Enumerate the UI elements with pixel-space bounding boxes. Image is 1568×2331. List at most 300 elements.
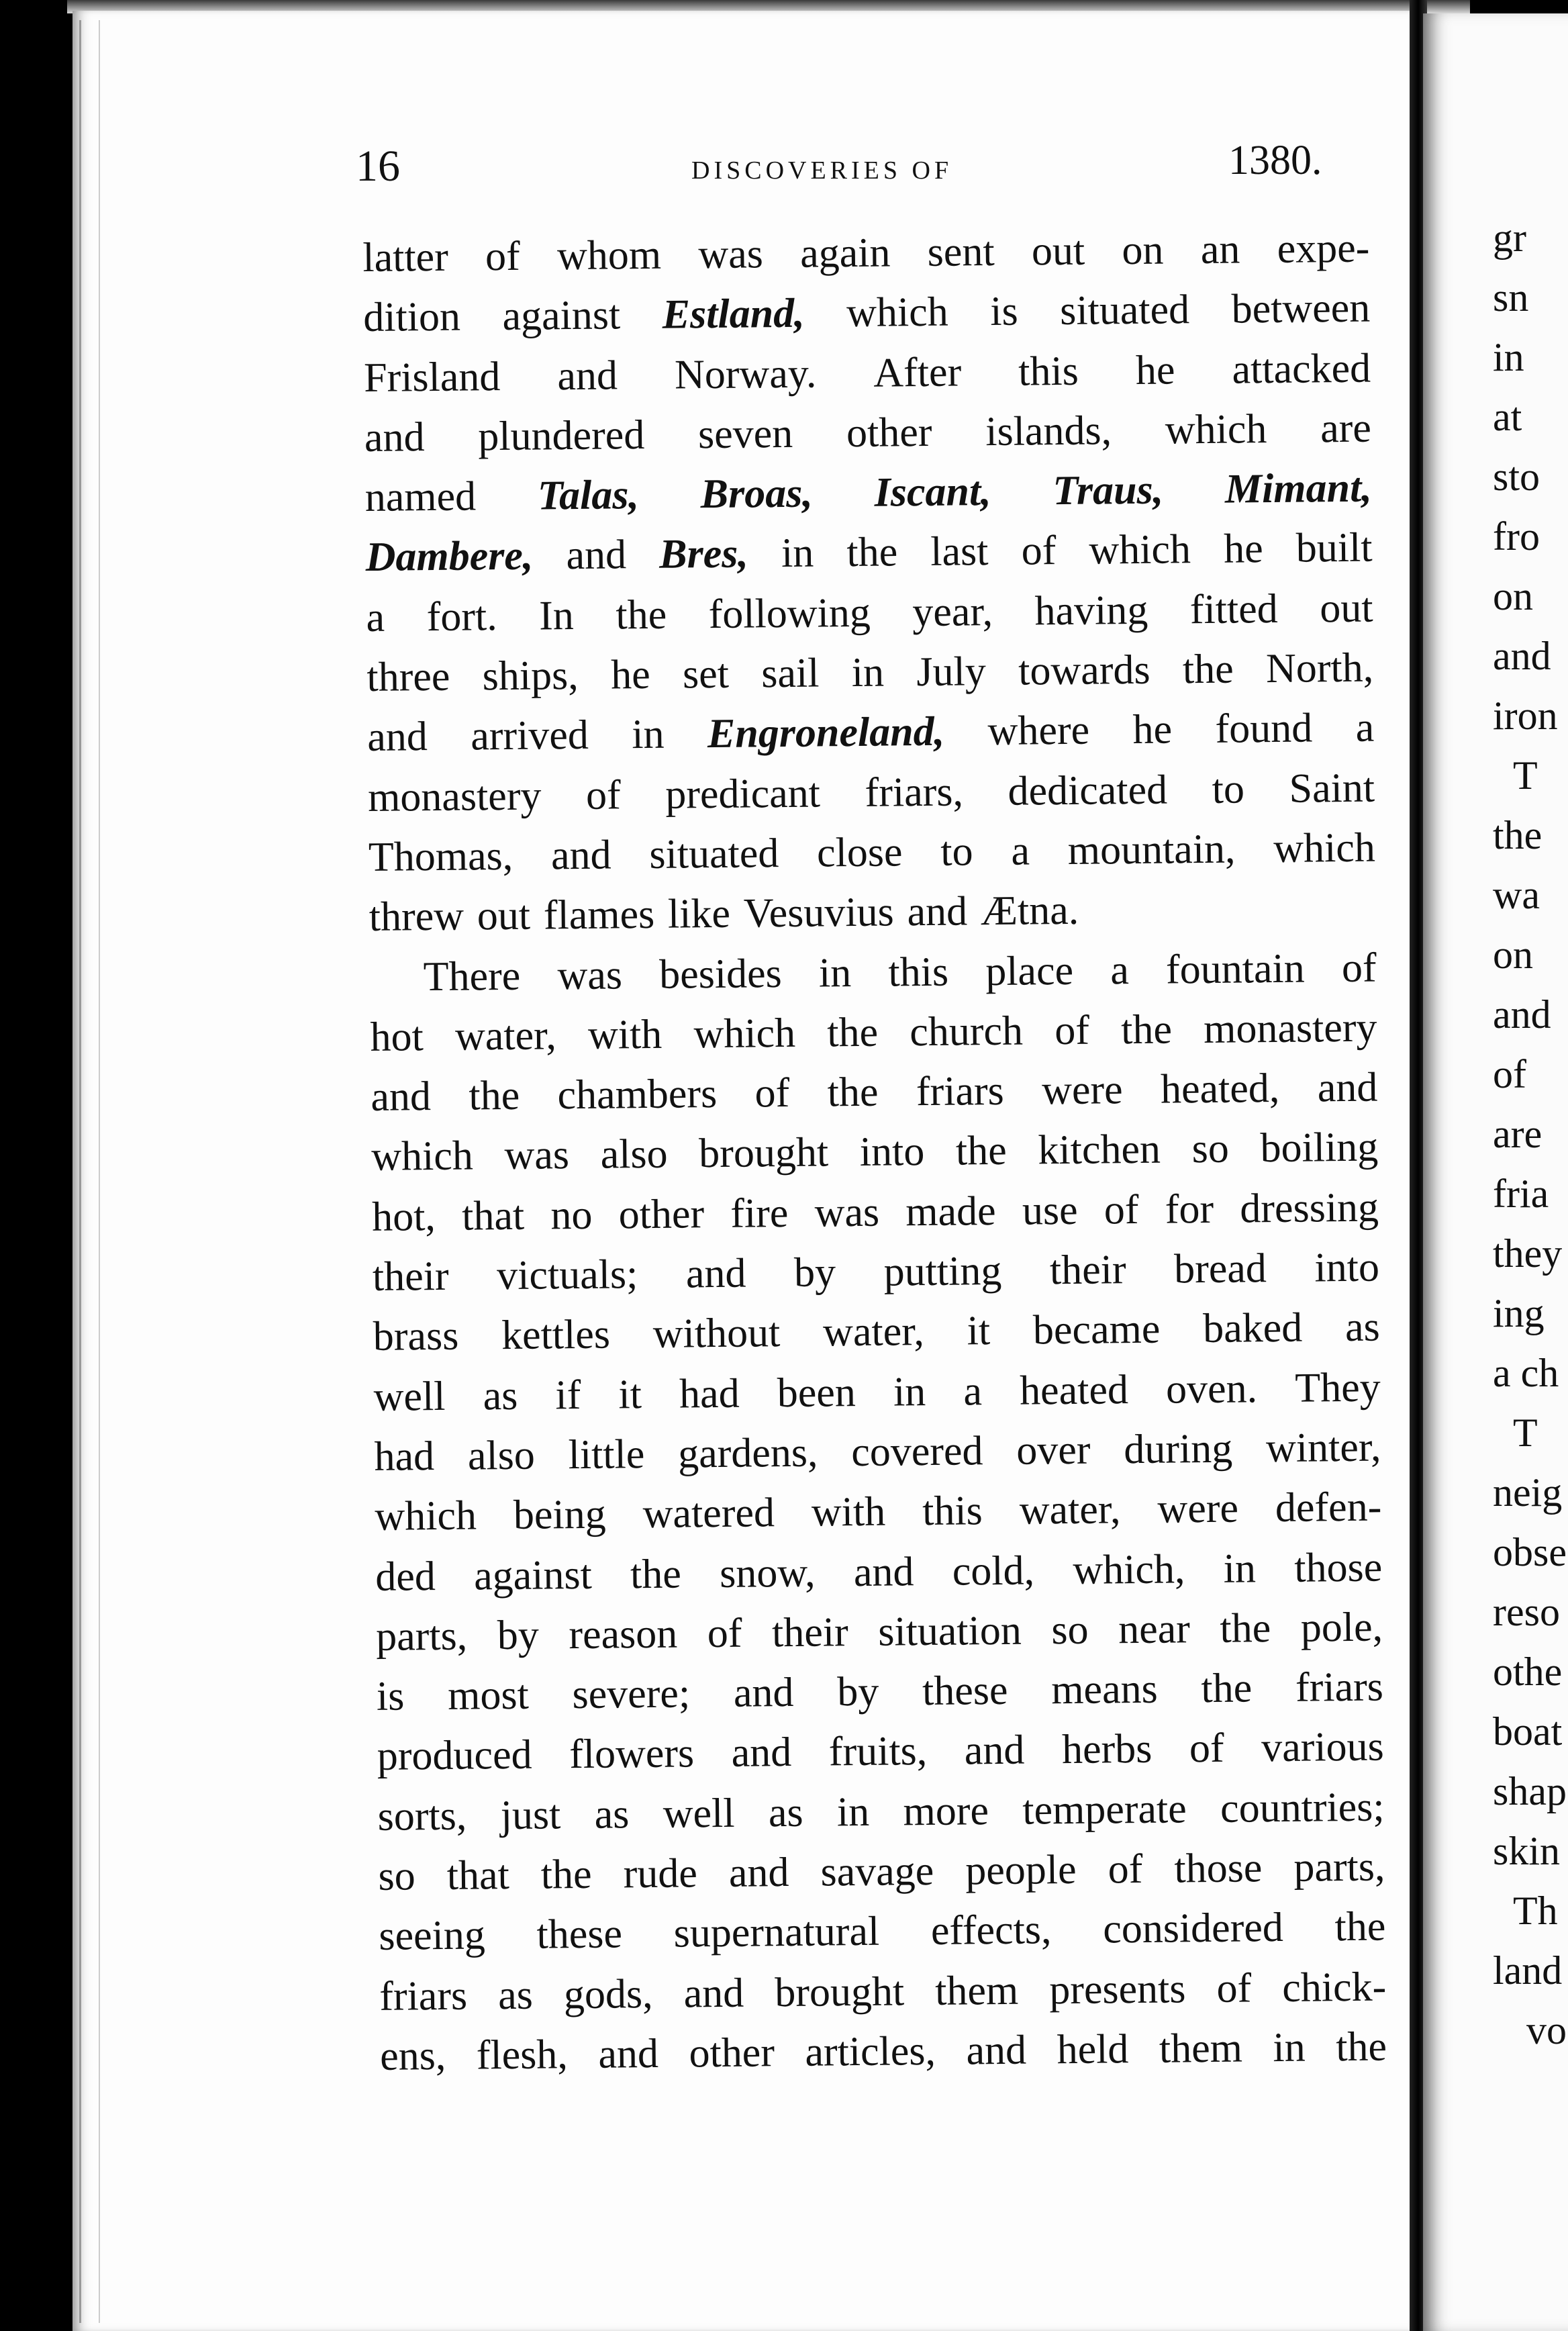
word: which xyxy=(1165,406,1267,453)
word: other xyxy=(618,1190,705,1238)
word: heated, xyxy=(1160,1065,1280,1112)
word: being xyxy=(513,1491,607,1539)
word: arrived xyxy=(470,712,589,759)
adjacent-fragment: they xyxy=(1493,1231,1563,1276)
adjacent-page xyxy=(1423,13,1568,2331)
word: and xyxy=(685,1250,746,1297)
word: against xyxy=(502,292,621,340)
word: more xyxy=(903,1787,989,1835)
word: fitted xyxy=(1189,585,1279,632)
word: monastery xyxy=(367,773,542,820)
word: as xyxy=(594,1791,630,1838)
text-line xyxy=(364,398,1372,468)
word: and xyxy=(364,414,425,461)
word: which xyxy=(693,1010,796,1057)
word: articles, xyxy=(805,2028,936,2075)
word: if xyxy=(555,1372,581,1418)
word: without xyxy=(652,1310,781,1358)
adjacent-fragment: wa xyxy=(1493,873,1540,917)
text-line xyxy=(363,279,1371,348)
word: over xyxy=(1016,1427,1091,1474)
word: rude xyxy=(623,1850,698,1897)
text-line xyxy=(371,1118,1379,1188)
word: other xyxy=(689,2030,775,2077)
word: as xyxy=(483,1372,518,1419)
word: of xyxy=(1341,945,1377,991)
word: herbs xyxy=(1061,1726,1153,1773)
word: towards xyxy=(1018,647,1150,694)
word: held xyxy=(1057,2026,1129,2073)
word: friars xyxy=(379,1972,468,2019)
word: mountain, xyxy=(1067,826,1236,873)
adjacent-fragment: gr xyxy=(1493,216,1526,260)
word: also xyxy=(600,1131,668,1178)
text-line xyxy=(362,219,1370,289)
word: hot xyxy=(370,1014,424,1060)
word: baked xyxy=(1202,1304,1303,1352)
word: use xyxy=(1022,1187,1078,1234)
word: kitchen xyxy=(1038,1127,1161,1174)
word: and xyxy=(964,1727,1025,1774)
word: last xyxy=(930,528,989,575)
word: a xyxy=(1011,828,1030,874)
word: and xyxy=(966,2027,1027,2074)
page-edge-lines xyxy=(79,20,100,2323)
word: is xyxy=(989,288,1018,335)
word: he xyxy=(1132,706,1173,753)
word: in xyxy=(781,530,814,577)
text-line xyxy=(364,459,1372,528)
adjacent-fragment: of xyxy=(1493,1052,1526,1096)
word: into xyxy=(1314,1244,1380,1291)
word: watered xyxy=(642,1490,775,1537)
word: situated xyxy=(649,830,779,877)
word: those xyxy=(1174,1845,1263,1892)
adjacent-fragment: shap xyxy=(1493,1769,1567,1813)
text-line xyxy=(366,578,1373,648)
word: by xyxy=(497,1612,540,1658)
word: pole, xyxy=(1300,1604,1383,1651)
word: these xyxy=(922,1667,1008,1715)
italic-word: Dambere, xyxy=(365,533,534,581)
running-head: DISCOVERIES OF xyxy=(691,156,953,185)
word: July xyxy=(916,649,987,696)
word: by xyxy=(793,1249,836,1296)
italic-word: Talas, xyxy=(537,472,640,519)
word: and xyxy=(728,1850,789,1896)
word: and xyxy=(907,888,968,935)
word: parts, xyxy=(375,1613,468,1660)
word: a xyxy=(963,1368,983,1415)
word: reason xyxy=(569,1611,678,1658)
word: for xyxy=(1165,1186,1214,1233)
word: putting xyxy=(883,1247,1002,1295)
word: chick- xyxy=(1281,1964,1387,2011)
word: so xyxy=(1051,1607,1089,1654)
word: covered xyxy=(850,1428,983,1476)
text-line xyxy=(373,1298,1380,1368)
word: the xyxy=(1335,2024,1387,2071)
page-number: 16 xyxy=(356,142,400,191)
word: Norway. xyxy=(674,350,817,398)
word: in xyxy=(836,1789,870,1836)
word: those xyxy=(1293,1544,1383,1591)
word: presents xyxy=(1048,1965,1186,2013)
word: the xyxy=(1120,1006,1173,1053)
word: close xyxy=(816,829,903,876)
word: as xyxy=(768,1789,803,1836)
adjacent-fragment: iron xyxy=(1493,694,1558,738)
word: parts, xyxy=(1293,1844,1385,1891)
word: it xyxy=(618,1371,642,1418)
word: was xyxy=(814,1189,880,1236)
word: in xyxy=(1223,1545,1257,1592)
word: a xyxy=(1355,704,1375,751)
word: and xyxy=(683,1970,744,2017)
word: well xyxy=(373,1373,446,1420)
word: on xyxy=(1122,227,1164,274)
word: was xyxy=(698,231,764,278)
word: named xyxy=(364,473,477,521)
word: winter, xyxy=(1265,1424,1381,1472)
adjacent-fragment: vo xyxy=(1526,2008,1567,2052)
word: Ætna. xyxy=(980,888,1079,935)
word: church xyxy=(909,1008,1024,1055)
word: victuals; xyxy=(496,1251,638,1299)
adjacent-fragment: ing xyxy=(1493,1291,1545,1335)
text-line xyxy=(377,1777,1385,1847)
word: sorts, xyxy=(377,1793,467,1840)
word: most xyxy=(447,1672,530,1719)
adjacent-fragment: land xyxy=(1493,1948,1563,1993)
word: as xyxy=(1344,1304,1381,1351)
text-line xyxy=(364,338,1371,408)
word: seven xyxy=(697,410,793,458)
word: just xyxy=(500,1791,561,1838)
word: ded xyxy=(375,1553,436,1600)
word: were xyxy=(1157,1485,1239,1532)
text-line xyxy=(375,1537,1383,1607)
word: well xyxy=(663,1790,735,1837)
word: which xyxy=(371,1133,474,1180)
word: are xyxy=(1320,405,1372,452)
word: he xyxy=(1223,526,1264,573)
word: as xyxy=(497,1972,534,2018)
word: of xyxy=(1021,528,1057,575)
word: of xyxy=(585,772,622,818)
adjacent-fragment: skin xyxy=(1493,1829,1561,1873)
word: in xyxy=(1273,2024,1306,2071)
word: of xyxy=(1108,1846,1143,1893)
word: out xyxy=(477,892,531,939)
italic-word: Estland, xyxy=(662,290,805,338)
word: kettles xyxy=(501,1311,611,1359)
text-line xyxy=(366,638,1374,708)
word: predicant xyxy=(665,770,821,818)
italic-word: Traus, xyxy=(1052,467,1164,514)
word: following xyxy=(708,589,871,637)
word: where xyxy=(987,708,1090,755)
word: boiling xyxy=(1260,1124,1379,1172)
word: severe; xyxy=(572,1670,691,1718)
word: that xyxy=(461,1192,525,1239)
word: a xyxy=(1110,947,1130,993)
adjacent-fragment: T xyxy=(1513,753,1538,798)
word: and xyxy=(1317,1064,1378,1111)
word: year, xyxy=(912,588,993,635)
word: their xyxy=(771,1609,848,1656)
word: having xyxy=(1034,587,1148,634)
word: sail xyxy=(761,650,820,697)
word: out xyxy=(1319,585,1373,632)
adjacent-fragment: in xyxy=(1493,335,1524,379)
adjacent-fragment: neig xyxy=(1493,1470,1563,1515)
word: he xyxy=(610,651,650,698)
italic-word: Bres, xyxy=(658,530,749,578)
italic-word: Engroneland, xyxy=(707,709,945,757)
word: After xyxy=(873,349,962,396)
text-line xyxy=(376,1597,1383,1667)
text-line xyxy=(369,878,1376,948)
word: during xyxy=(1124,1425,1233,1473)
word: it xyxy=(967,1308,991,1354)
word: of xyxy=(1216,1965,1252,2011)
adjacent-fragment: fro xyxy=(1493,514,1540,559)
text-line xyxy=(377,1658,1384,1727)
word: which xyxy=(375,1492,477,1540)
word: in xyxy=(851,649,885,696)
adjacent-fragment: reso xyxy=(1493,1590,1560,1634)
word: so xyxy=(378,1853,416,1899)
word: countries; xyxy=(1220,1784,1385,1832)
word: out xyxy=(1031,228,1085,275)
word: he xyxy=(1135,346,1175,393)
word: had xyxy=(679,1370,740,1417)
word: seeing xyxy=(379,1912,486,1960)
word: like xyxy=(667,891,731,937)
text-line xyxy=(368,758,1375,828)
word: the xyxy=(1182,646,1234,693)
word: to xyxy=(1212,766,1245,812)
text-line xyxy=(378,1838,1385,1907)
word: cold, xyxy=(952,1548,1035,1595)
word: the xyxy=(1220,1605,1271,1652)
word: and xyxy=(366,714,428,761)
word: the xyxy=(846,529,898,576)
italic-word: Iscant, xyxy=(874,469,991,516)
word: of xyxy=(1189,1725,1224,1772)
word: oven. xyxy=(1165,1365,1258,1413)
word: various xyxy=(1261,1723,1385,1771)
adjacent-fragment: a ch xyxy=(1493,1351,1559,1395)
text-line xyxy=(373,1358,1381,1427)
word: Saint xyxy=(1289,765,1375,812)
adjacent-fragment: on xyxy=(1493,574,1533,618)
word: snow, xyxy=(719,1550,816,1597)
word: in xyxy=(631,712,665,758)
word: which, xyxy=(1073,1545,1185,1593)
word: to xyxy=(940,828,973,875)
word: the xyxy=(540,1851,592,1898)
text-line xyxy=(373,1238,1380,1308)
word: situation xyxy=(877,1607,1022,1655)
adjacent-fragment: the xyxy=(1493,813,1542,857)
word: of xyxy=(1104,1186,1139,1233)
word: of xyxy=(485,233,521,280)
word: again xyxy=(799,230,891,277)
word: fire xyxy=(730,1190,789,1237)
word: besides xyxy=(658,950,783,998)
word: situated xyxy=(1059,287,1190,334)
word: built xyxy=(1295,525,1373,572)
word: Vesuvius xyxy=(743,889,895,937)
word: and xyxy=(557,352,618,399)
word: near xyxy=(1118,1606,1191,1653)
text-line xyxy=(369,938,1377,1008)
word: threw xyxy=(369,893,464,941)
word: of xyxy=(1054,1007,1090,1054)
word: friars xyxy=(1295,1664,1384,1711)
adjacent-fragment: and xyxy=(1493,992,1551,1037)
word: with xyxy=(811,1488,886,1535)
word: chambers xyxy=(557,1071,718,1119)
word: people xyxy=(965,1846,1077,1894)
word: and xyxy=(371,1074,432,1121)
word: and xyxy=(550,832,611,879)
adjacent-fragment: T xyxy=(1513,1411,1538,1455)
word: gods, xyxy=(563,1970,653,2017)
word: sent xyxy=(927,228,995,275)
adjacent-fragment: Th xyxy=(1513,1889,1558,1933)
word: Thomas, xyxy=(368,832,513,880)
adjacent-fragment: and xyxy=(1493,634,1551,678)
word: the xyxy=(955,1128,1008,1175)
word: savage xyxy=(820,1848,934,1895)
word: the xyxy=(630,1551,682,1597)
text-line xyxy=(372,1178,1379,1247)
word: little xyxy=(568,1431,645,1478)
word: them xyxy=(1159,2025,1243,2072)
word: the xyxy=(826,1009,879,1056)
word: these xyxy=(536,1911,623,1958)
word: They xyxy=(1294,1364,1381,1411)
word: an xyxy=(1200,226,1240,273)
text-line xyxy=(371,1058,1378,1128)
adjacent-fragment: at xyxy=(1493,395,1522,439)
word: gardens, xyxy=(677,1429,818,1477)
word: their xyxy=(1049,1247,1126,1294)
word: friars, xyxy=(865,769,964,816)
adjacent-fragment: on xyxy=(1493,933,1533,977)
adjacent-fragment: othe xyxy=(1493,1650,1563,1694)
adjacent-page-text xyxy=(1493,208,1567,2060)
word: with xyxy=(587,1011,663,1058)
word: that xyxy=(446,1852,510,1899)
word: In xyxy=(538,592,575,639)
word: also xyxy=(467,1432,536,1479)
word: supernatural xyxy=(673,1909,880,1956)
word: and xyxy=(566,532,627,579)
word: friars xyxy=(916,1068,1005,1115)
text-line xyxy=(367,698,1375,768)
word: between xyxy=(1231,285,1371,332)
word: monastery xyxy=(1203,1004,1377,1052)
text-line xyxy=(365,518,1373,588)
italic-word: Mimant, xyxy=(1224,465,1373,512)
text-line xyxy=(374,1417,1381,1487)
text-line xyxy=(377,1717,1384,1787)
word: the xyxy=(827,1069,879,1116)
adjacent-fragment: sn xyxy=(1493,275,1529,320)
word: no xyxy=(550,1192,593,1239)
word: flames xyxy=(543,892,655,939)
word: which xyxy=(1089,526,1191,574)
word: been xyxy=(777,1369,856,1416)
word: bread xyxy=(1173,1245,1267,1292)
text-line xyxy=(379,1897,1386,1967)
adjacent-fragment: are xyxy=(1493,1112,1542,1156)
word: this xyxy=(922,1488,983,1535)
word: considered xyxy=(1102,1905,1284,1952)
text-line xyxy=(375,1478,1382,1548)
word: them xyxy=(934,1967,1019,2014)
word: Frisland xyxy=(363,353,501,401)
word: water, xyxy=(1019,1486,1121,1533)
word: brought xyxy=(774,1968,905,2015)
word: a xyxy=(366,594,385,640)
word: flowers xyxy=(569,1730,695,1778)
word: so xyxy=(1191,1126,1230,1172)
text-line xyxy=(369,818,1376,888)
word: had xyxy=(374,1433,435,1480)
word: temperate xyxy=(1022,1786,1187,1834)
word: defen- xyxy=(1275,1484,1382,1531)
word: is xyxy=(376,1673,405,1720)
word: water, xyxy=(822,1309,925,1355)
word: the xyxy=(1334,1903,1386,1950)
word: expe- xyxy=(1277,225,1370,272)
word: the xyxy=(1201,1665,1253,1712)
adjacent-fragment: fria xyxy=(1493,1172,1549,1216)
text-line xyxy=(370,998,1377,1067)
body-text xyxy=(362,219,1387,2087)
adjacent-fragment: boat xyxy=(1493,1709,1563,1754)
word: ens, xyxy=(379,2032,446,2079)
word: attacked xyxy=(1232,345,1371,393)
word: fort. xyxy=(426,593,497,640)
word: this xyxy=(888,949,949,996)
word: ships, xyxy=(482,653,579,700)
word: North, xyxy=(1265,645,1374,692)
word: in xyxy=(893,1368,926,1415)
word: the xyxy=(469,1072,520,1119)
word: three xyxy=(366,653,450,701)
word: dition xyxy=(362,293,461,341)
word: means xyxy=(1050,1666,1158,1713)
word: fountain xyxy=(1165,945,1306,993)
word: and xyxy=(853,1548,914,1595)
word: effects, xyxy=(930,1907,1052,1954)
word: hot, xyxy=(371,1193,436,1240)
word: which xyxy=(1273,824,1376,871)
word: were xyxy=(1041,1067,1123,1114)
word: their xyxy=(372,1253,449,1300)
text-line xyxy=(380,2017,1387,2087)
word: brought xyxy=(698,1129,829,1177)
word: There xyxy=(423,953,521,1000)
word: by xyxy=(836,1668,879,1715)
word: place xyxy=(985,947,1074,994)
